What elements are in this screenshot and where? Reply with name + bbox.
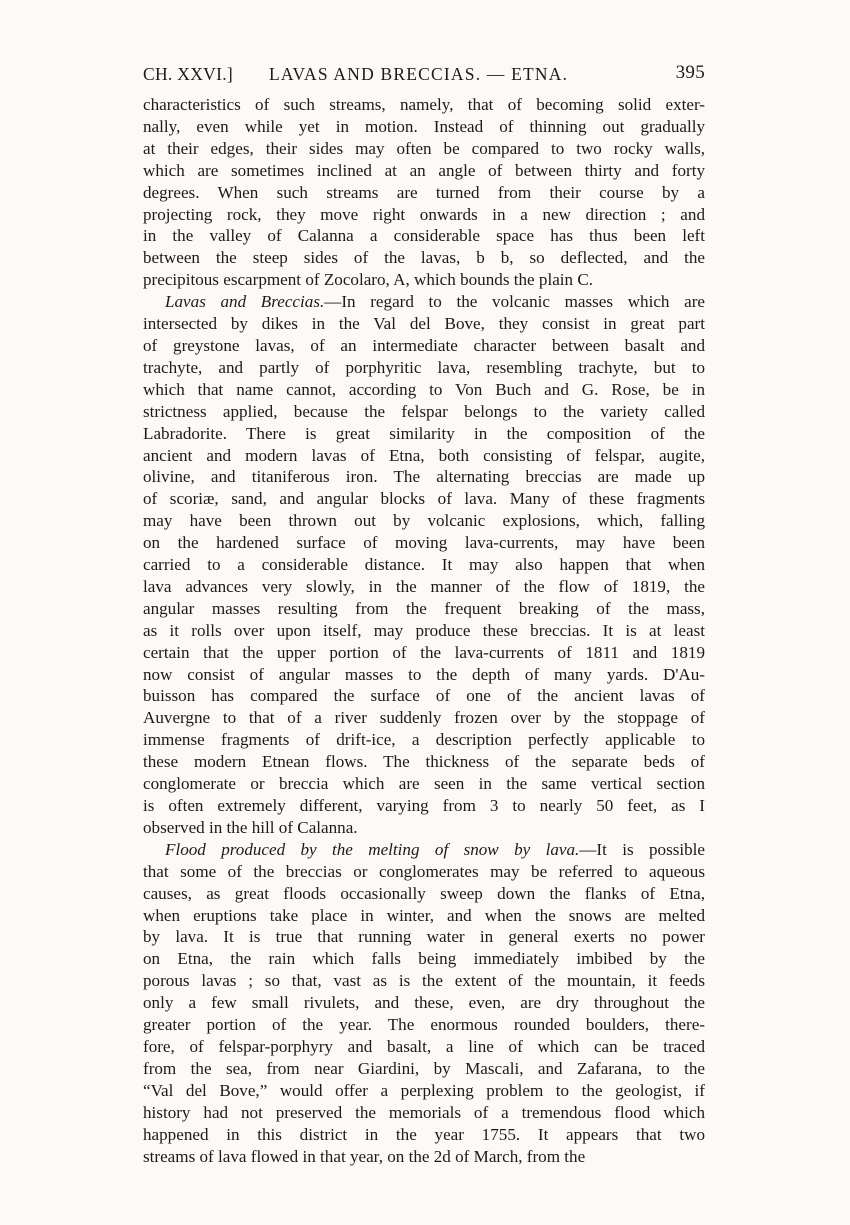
paragraph — [143, 291, 705, 839]
text-fragment: —It is possible — [579, 839, 706, 859]
chapter-label: CH. XXVI.] — [143, 64, 234, 84]
text-line: only a few small rivulets, and these, even, are dry throughout the — [143, 993, 705, 1013]
text-fragment: —In regard to the volcanic masses which are — [324, 292, 705, 312]
text-line: trachyte, and partly of porphyritic lava, resembling trachyte, but to — [143, 357, 705, 377]
text-line — [143, 839, 705, 861]
text-line: “Val del Bove,” would offer a perplexing problem to the geologist, if — [143, 1080, 705, 1100]
text-line: projecting rock, they move right onwards in a new direction ; and — [143, 204, 705, 224]
page-number: 395 — [675, 62, 705, 83]
text-line: of greystone lavas, of an intermediate character between basalt and — [143, 335, 705, 355]
text-line: by lava. It is true that running water in general exerts no power — [143, 927, 705, 947]
text-line: immense fragments of drift-ice, a description perfectly applicable to — [143, 730, 705, 750]
section-heading: Lavas and Breccias. — [165, 292, 325, 312]
text-line: certain that the upper portion of the lava-currents of 1811 and 1819 — [143, 642, 705, 662]
text-line: between the steep sides of the lavas, b b, so deflected, and the — [143, 248, 705, 268]
text-line: at their edges, their sides may often be compared to two rocky walls, — [143, 138, 705, 158]
text-line: on the hardened surface of moving lava-currents, may have been — [143, 533, 705, 553]
text-line: observed in the hill of Calanna. — [143, 817, 358, 837]
text-line: Labradorite. There is great similarity in the composition of the — [143, 423, 705, 443]
text-line: conglomerate or breccia which are seen in the same vertical section — [143, 774, 705, 794]
paragraph — [143, 839, 705, 1168]
text-line: on Etna, the rain which falls being immediately imbibed by the — [143, 949, 705, 969]
text-line: streams of lava flowed in that year, on the 2d of March, from the — [143, 1146, 586, 1166]
paragraph — [143, 94, 705, 291]
text-line: in the valley of Calanna a considerable space has thus been left — [143, 226, 705, 246]
text-line: intersected by dikes in the Val del Bove, they consist in great part — [143, 314, 705, 334]
text-line: fore, of felspar-porphyry and basalt, a line of which can be traced — [143, 1036, 705, 1056]
running-title: LAVAS AND BRECCIAS. — ETNA. — [269, 64, 569, 84]
text-line: when eruptions take place in winter, and when the snows are melted — [143, 905, 705, 925]
text-line: degrees. When such streams are turned from their course by a — [143, 182, 705, 202]
text-line: of scoriæ, sand, and angular blocks of lava. Many of these fragments — [143, 489, 705, 509]
text-line: porous lavas ; so that, vast as is the extent of the mountain, it feeds — [143, 971, 705, 991]
text-line: from the sea, from near Giardini, by Mascali, and Zafarana, to the — [143, 1058, 705, 1078]
text-line: ancient and modern lavas of Etna, both consisting of felspar, augite, — [143, 445, 705, 465]
text-line: greater portion of the year. The enormous rounded boulders, there- — [143, 1015, 705, 1035]
text-line: which are sometimes inclined at an angle of between thirty and forty — [143, 160, 705, 180]
text-line: is often extremely different, varying from 3 to nearly 50 feet, as I — [143, 796, 705, 815]
text-line: may have been thrown out by volcanic explosions, which, falling — [143, 511, 705, 531]
text-line: as it rolls over upon itself, may produce these breccias. It is at least — [143, 620, 705, 640]
text-line: angular masses resulting from the frequent breaking of the mass, — [143, 598, 705, 618]
text-line: carried to a considerable distance. It may also happen that when — [143, 555, 705, 575]
text-line: causes, as great floods occasionally sweep down the flanks of Etna, — [143, 883, 705, 903]
text-line: strictness applied, because the felspar belongs to the variety called — [143, 401, 705, 421]
text-line: now consist of angular masses to the depth of many yards. D'Au- — [143, 664, 705, 684]
text-line: olivine, and titaniferous iron. The alternating breccias are made up — [143, 467, 705, 487]
running-header — [143, 62, 705, 92]
text-line: characteristics of such streams, namely, that of becoming solid exter- — [143, 95, 705, 114]
body-text — [143, 94, 705, 1167]
text-line: buisson has compared the surface of one of the ancient lavas of — [143, 686, 705, 706]
section-heading: Flood produced by the melting of snow by lava. — [165, 839, 580, 859]
text-line: lava advances very slowly, in the manner of the flow of 1819, the — [143, 576, 705, 596]
text-line: Auvergne to that of a river suddenly frozen over by the stoppage of — [143, 708, 705, 728]
text-line — [143, 291, 705, 313]
text-line: these modern Etnean flows. The thickness of the separate beds of — [143, 752, 705, 772]
text-line: which that name cannot, according to Von Buch and G. Rose, be in — [143, 379, 705, 399]
text-line: that some of the breccias or conglomerates may be referred to aqueous — [143, 861, 705, 881]
text-line: history had not preserved the memorials of a tremendous flood which — [143, 1102, 705, 1122]
text-line: nally, even while yet in motion. Instead of thinning out gradually — [143, 116, 705, 136]
text-line: happened in this district in the year 1755. It appears that two — [143, 1124, 705, 1144]
text-line: precipitous escarpment of Zocolaro, A, which bounds the plain C. — [143, 270, 594, 290]
